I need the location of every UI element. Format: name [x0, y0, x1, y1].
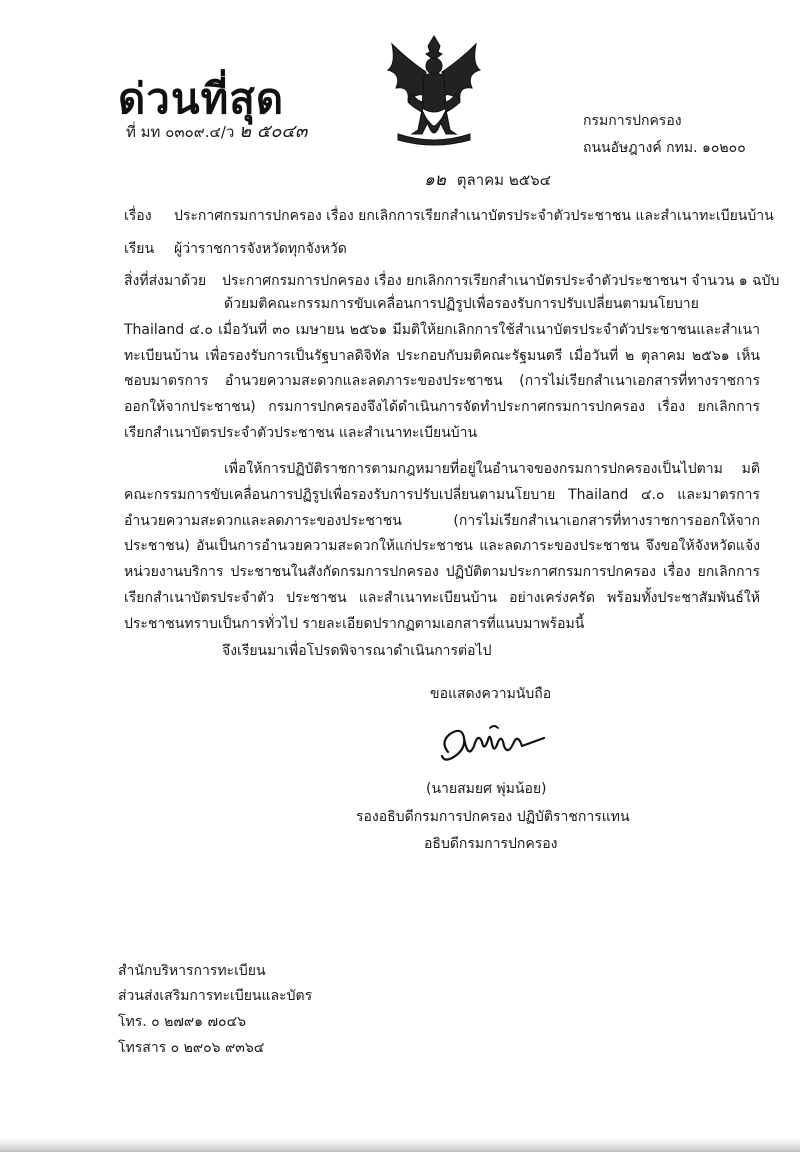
- enclosure-label: สิ่งที่ส่งมาด้วย: [124, 273, 207, 289]
- signer-position-line-2: อธิบดีกรมการปกครอง: [424, 836, 558, 852]
- recipient-label: เรียน: [124, 241, 155, 257]
- page-edge-shadow: [0, 1138, 800, 1152]
- document-number-handwritten: ๒ ๕๐๔๓: [239, 121, 308, 142]
- body-paragraph-1: [124, 292, 760, 447]
- organization-address: ถนนอัษฎางค์ กทม. ๑๐๒๐๐: [583, 140, 746, 156]
- enclosure-text: ประกาศกรมการปกครอง เรื่อง ยกเลิกการเรียกสำเนาบัตรประจำตัวประชาชนฯ จำนวน ๑ ฉบับ: [222, 273, 780, 289]
- urgency-stamp: ด่วนที่สุด: [118, 74, 285, 123]
- closing-request: จึงเรียนมาเพื่อโปรดพิจารณาดำเนินการต่อไป: [222, 643, 492, 659]
- closing-regards: ขอแสดงความนับถือ: [430, 686, 552, 702]
- body-paragraph-1-text: ด้วยมติคณะกรรมการขับเคลื่อนการปฏิรูปเพื่อรองรับการปรับเปลี่ยนตามนโยบาย Thailand ๔.๐ เมื่อวันที่ ๓๐ เมษายน ๒๕๖๑ มีมติให้ยกเลิกการใช้สำเนาบัตรประจำตัวประชาชนและสำเนาทะเบียนบ้าน เพื่อรองรับการเป็นรัฐบาลดิจิทัล ประกอบกับมติคณะรัฐมนตรี เมื่อวันที่ ๒ ตุลาคม ๒๕๖๑ เห็นชอบมาตรการ อำนวยความสะดวกและลดภาระของประชาชน (การไม่เรียกสำเนาเอกสารที่ทางราชการออกให้จากประชาชน) กรมการปกครองจึงได้ดำเนินการจัดทำประกาศกรมการปกครอง เรื่อง ยกเลิกการเรียกสำเนาบัตรประจำตัวประชาชน และสำเนาทะเบียนบ้าน: [124, 296, 760, 441]
- footer-division: ส่วนส่งเสริมการทะเบียนและบัตร: [118, 988, 313, 1004]
- signer-position-line-1: รองอธิบดีกรมการปกครอง ปฏิบัติราชการแทน: [356, 809, 630, 825]
- body-paragraph-2-text: เพื่อให้การปฏิบัติราชการตามกฎหมายที่อยู่ในอำนาจของกรมการปกครองเป็นไปตาม มติคณะกรรมการขับเคลื่อนการปฏิรูปเพื่อรองรับการปรับเปลี่ยนตามนโยบาย Thailand ๔.๐ และมาตรการ อำนวยความสะดวกและลดภาระของประชาชน (การไม่เรียกสำเนาเอกสารที่ทางราชการออกให้จากประชาชน) อันเป็นการอำนวยความสะดวกให้แก่ประชาชน และลดภาระของประชาชน จึงขอให้จังหวัดแจ้งหน่วยงานบริการ ประชาชนในสังกัดกรมการปกครอง ปฏิบัติตามประกาศกรมการปกครอง เรื่อง ยกเลิกการเรียกสำเนาบัตรประจำตัว ประชาชน และสำเนาทะเบียนบ้าน อย่างเคร่งครัด พร้อมทั้งประชาสัมพันธ์ให้ประชาชนทราบเป็นการทั่วไป รายละเอียดปรากฏตามเอกสารที่แนบมาพร้อมนี้: [124, 461, 760, 632]
- document-number: [126, 116, 307, 145]
- garuda-emblem-icon: [378, 30, 490, 150]
- organization-name: กรมการปกครอง: [583, 113, 682, 129]
- subject-label: เรื่อง: [124, 208, 152, 224]
- footer-office: สำนักบริหารการทะเบียน: [118, 963, 266, 979]
- footer-fax: โทรสาร ๐ ๒๙๐๖ ๙๓๖๔: [118, 1040, 265, 1056]
- date-month-year: ตุลาคม ๒๕๖๔: [456, 171, 551, 189]
- date-day-handwritten: ๑๒: [424, 170, 446, 190]
- signer-name: (นายสมยศ พุ่มน้อย): [426, 781, 547, 797]
- document-date: [424, 166, 551, 193]
- signature-icon: [434, 712, 554, 768]
- recipient-text: ผู้ว่าราชการจังหวัดทุกจังหวัด: [174, 241, 347, 257]
- subject-text: ประกาศกรมการปกครอง เรื่อง ยกเลิกการเรียกสำเนาบัตรประจำตัวประชาชน และสำเนาทะเบียนบ้าน: [174, 208, 774, 224]
- document-number-prefix: ที่ มท ๐๓๐๙.๔/ว: [126, 123, 235, 141]
- body-paragraph-2: [124, 457, 760, 638]
- footer-phone: โทร. ๐ ๒๗๙๑ ๗๐๔๖: [118, 1014, 247, 1030]
